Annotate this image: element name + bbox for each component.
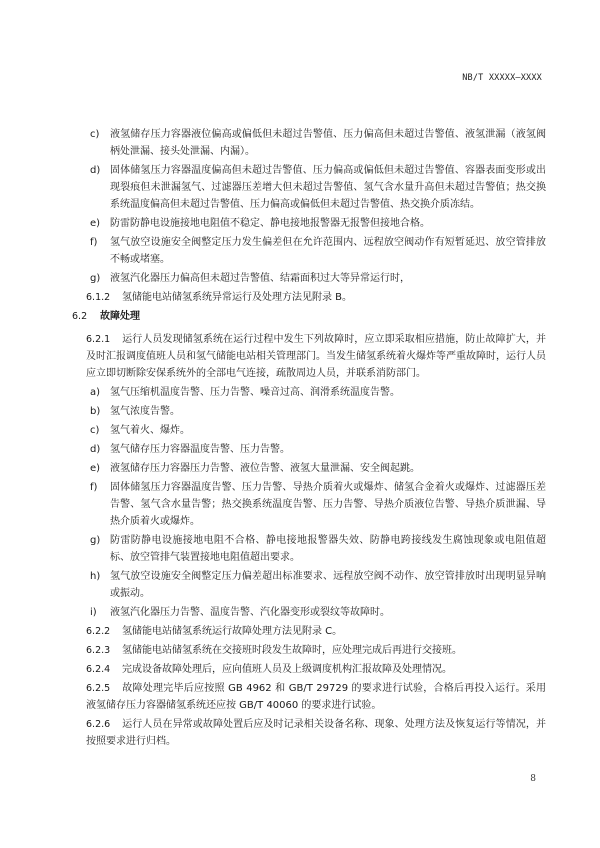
list-item [86, 126, 546, 160]
clause-text: 氢储能电站储氢系统运行故障处理方法见附录 C。 [122, 626, 343, 637]
list-item [86, 568, 546, 602]
list-item-text: 氢气储存压力容器温度告警、压力告警。 [110, 444, 290, 455]
document-body [72, 126, 546, 752]
list-item-marker: b) [90, 406, 101, 417]
list-item-text: 防雷防静电设施接地电阻不合格、静电接地报警器失效、防静电跨接线发生腐蚀现象或电阻值超标、放空管排气装置接地电阻值超出要求。 [110, 535, 546, 563]
section-number: 6.2 [72, 311, 88, 322]
clause-text: 完成设备故障处理后，应向值班人员及上级调度机构汇报故障及处理情况。 [122, 664, 452, 675]
list-item [86, 162, 546, 213]
clause-6-2-1 [86, 331, 546, 382]
list-item [86, 234, 546, 268]
clause-6-2-4 [86, 661, 546, 678]
list-item [86, 604, 546, 621]
standard-code-header: NB/T XXXXX—XXXX [462, 73, 542, 83]
clause-number: 6.2.4 [86, 664, 111, 675]
list-item [86, 422, 546, 439]
clause-number: 6.2.2 [86, 626, 111, 637]
clause-6-2-3 [86, 642, 546, 659]
list-item-marker: h) [90, 571, 101, 582]
clause-number: 6.2.1 [86, 334, 111, 345]
list-item-text: 液氢汽化器压力告警、温度告警、汽化器变形或裂纹等故障时。 [110, 607, 390, 618]
list-item-marker: d) [90, 165, 101, 176]
list-item [86, 441, 546, 458]
list-item-marker: e) [90, 218, 101, 229]
clause-6-1-2 [86, 289, 546, 306]
list-item-text: 氢气放空设施安全阀整定压力发生偏差但在允许范围内、远程放空阀动作有短暂延迟、放空管排放不畅或堵塞。 [110, 237, 546, 265]
page-number: 8 [530, 774, 536, 784]
list-item-marker: a) [90, 387, 101, 398]
list-item-text: 防雷防静电设施接地电阻值不稳定、静电接地报警器无报警但接地合格。 [110, 218, 430, 229]
list-item-text: 氢气着火、爆炸。 [110, 425, 190, 436]
clause-number: 6.1.2 [86, 292, 111, 303]
section-title: 故障处理 [100, 311, 140, 322]
clause-number: 6.2.6 [86, 719, 111, 730]
clause-text: 运行人员在异常或故障处置后应及时记录相关设备名称、现象、处理方法及恢复运行等情况，并按照要求进行归档。 [86, 719, 546, 747]
list-item-text: 液氢储存压力容器压力告警、液位告警、液氢大量泄漏、安全阀起跳。 [110, 463, 420, 474]
list-item [86, 384, 546, 401]
clause-6-2-5 [86, 680, 546, 714]
list-b [86, 384, 546, 621]
clause-text: 氢储能电站储氢系统异常运行及处理方法见附录 B。 [122, 292, 353, 303]
list-item-marker: f) [90, 237, 98, 248]
clause-text: 运行人员发现储氢系统在运行过程中发生下列故障时，应立即采取相应措施，防止故障扩大，并及时汇报调度值班人员和氢气储能电站相关管理部门。当发生储氢系统着火爆炸等严重故障时，运行人员应立即切断除安保系统外的全部电气连接，疏散周边人员，并联系消防部门。 [86, 334, 546, 379]
list-item [86, 215, 546, 232]
list-item-marker: c) [90, 129, 100, 140]
list-item-marker: g) [90, 273, 101, 284]
list-item [86, 460, 546, 477]
clause-text: 氢储能电站储氢系统在交接班时段发生故障时，应处理完成后再进行交接班。 [122, 645, 462, 656]
list-a [86, 126, 546, 287]
clause-number: 6.2.5 [86, 683, 111, 694]
list-item-marker: f) [90, 482, 98, 493]
clause-number: 6.2.3 [86, 645, 111, 656]
list-item [86, 479, 546, 530]
clause-6-2-2 [86, 623, 546, 640]
list-item-text: 液氢汽化器压力偏高但未超过告警值、结霜面积过大等异常运行时， [110, 273, 410, 284]
list-item-marker: e) [90, 463, 101, 474]
list-item-marker: d) [90, 444, 101, 455]
list-item-text: 固体储氢压力容器温度偏高但未超过告警值、压力偏高或偏低但未超过告警值、容器表面变形或出现裂痕但未泄漏氢气、过滤器压差增大但未超过告警值、氢气含水量升高但未超过告警值；热交换系统温度偏高但未超过告警值、压力偏高或偏低但未超过告警值、热交换介质冻结。 [110, 165, 546, 210]
list-item-text: 液氢储存压力容器液位偏高或偏低但未超过告警值、压力偏高但未超过告警值、液氢泄漏（液氢阀柄处泄漏、接头处泄漏、内漏）。 [110, 129, 546, 157]
clause-6-2-6 [86, 716, 546, 750]
list-item-text: 氢气压缩机温度告警、压力告警、噪音过高、润滑系统温度告警。 [110, 387, 400, 398]
section-heading [72, 308, 546, 325]
list-item-text: 固体储氢压力容器温度告警、压力告警、导热介质着火或爆炸、储氢合金着火或爆炸、过滤器压差告警、氢气含水量告警；热交换系统温度告警、压力告警、导热介质液位告警、导热介质泄漏、导热介质着火或爆炸。 [110, 482, 546, 527]
list-item [86, 532, 546, 566]
list-item [86, 270, 546, 287]
list-item-text: 氢气浓度告警。 [110, 406, 180, 417]
list-item-text: 氢气放空设施安全阀整定压力偏差超出标准要求、远程放空阀不动作、放空管排放时出现明显异响或振动。 [110, 571, 546, 599]
list-item-marker: g) [90, 535, 101, 546]
list-item [86, 403, 546, 420]
list-item-marker: i) [90, 607, 97, 618]
clause-text: 故障处理完毕后应按照 GB 4962 和 GB/T 29729 的要求进行试验，合格后再投入运行。采用液氢储存压力容器储氢系统还应按 GB/T 40060 的要求进行试验。 [86, 683, 546, 711]
list-item-marker: c) [90, 425, 100, 436]
